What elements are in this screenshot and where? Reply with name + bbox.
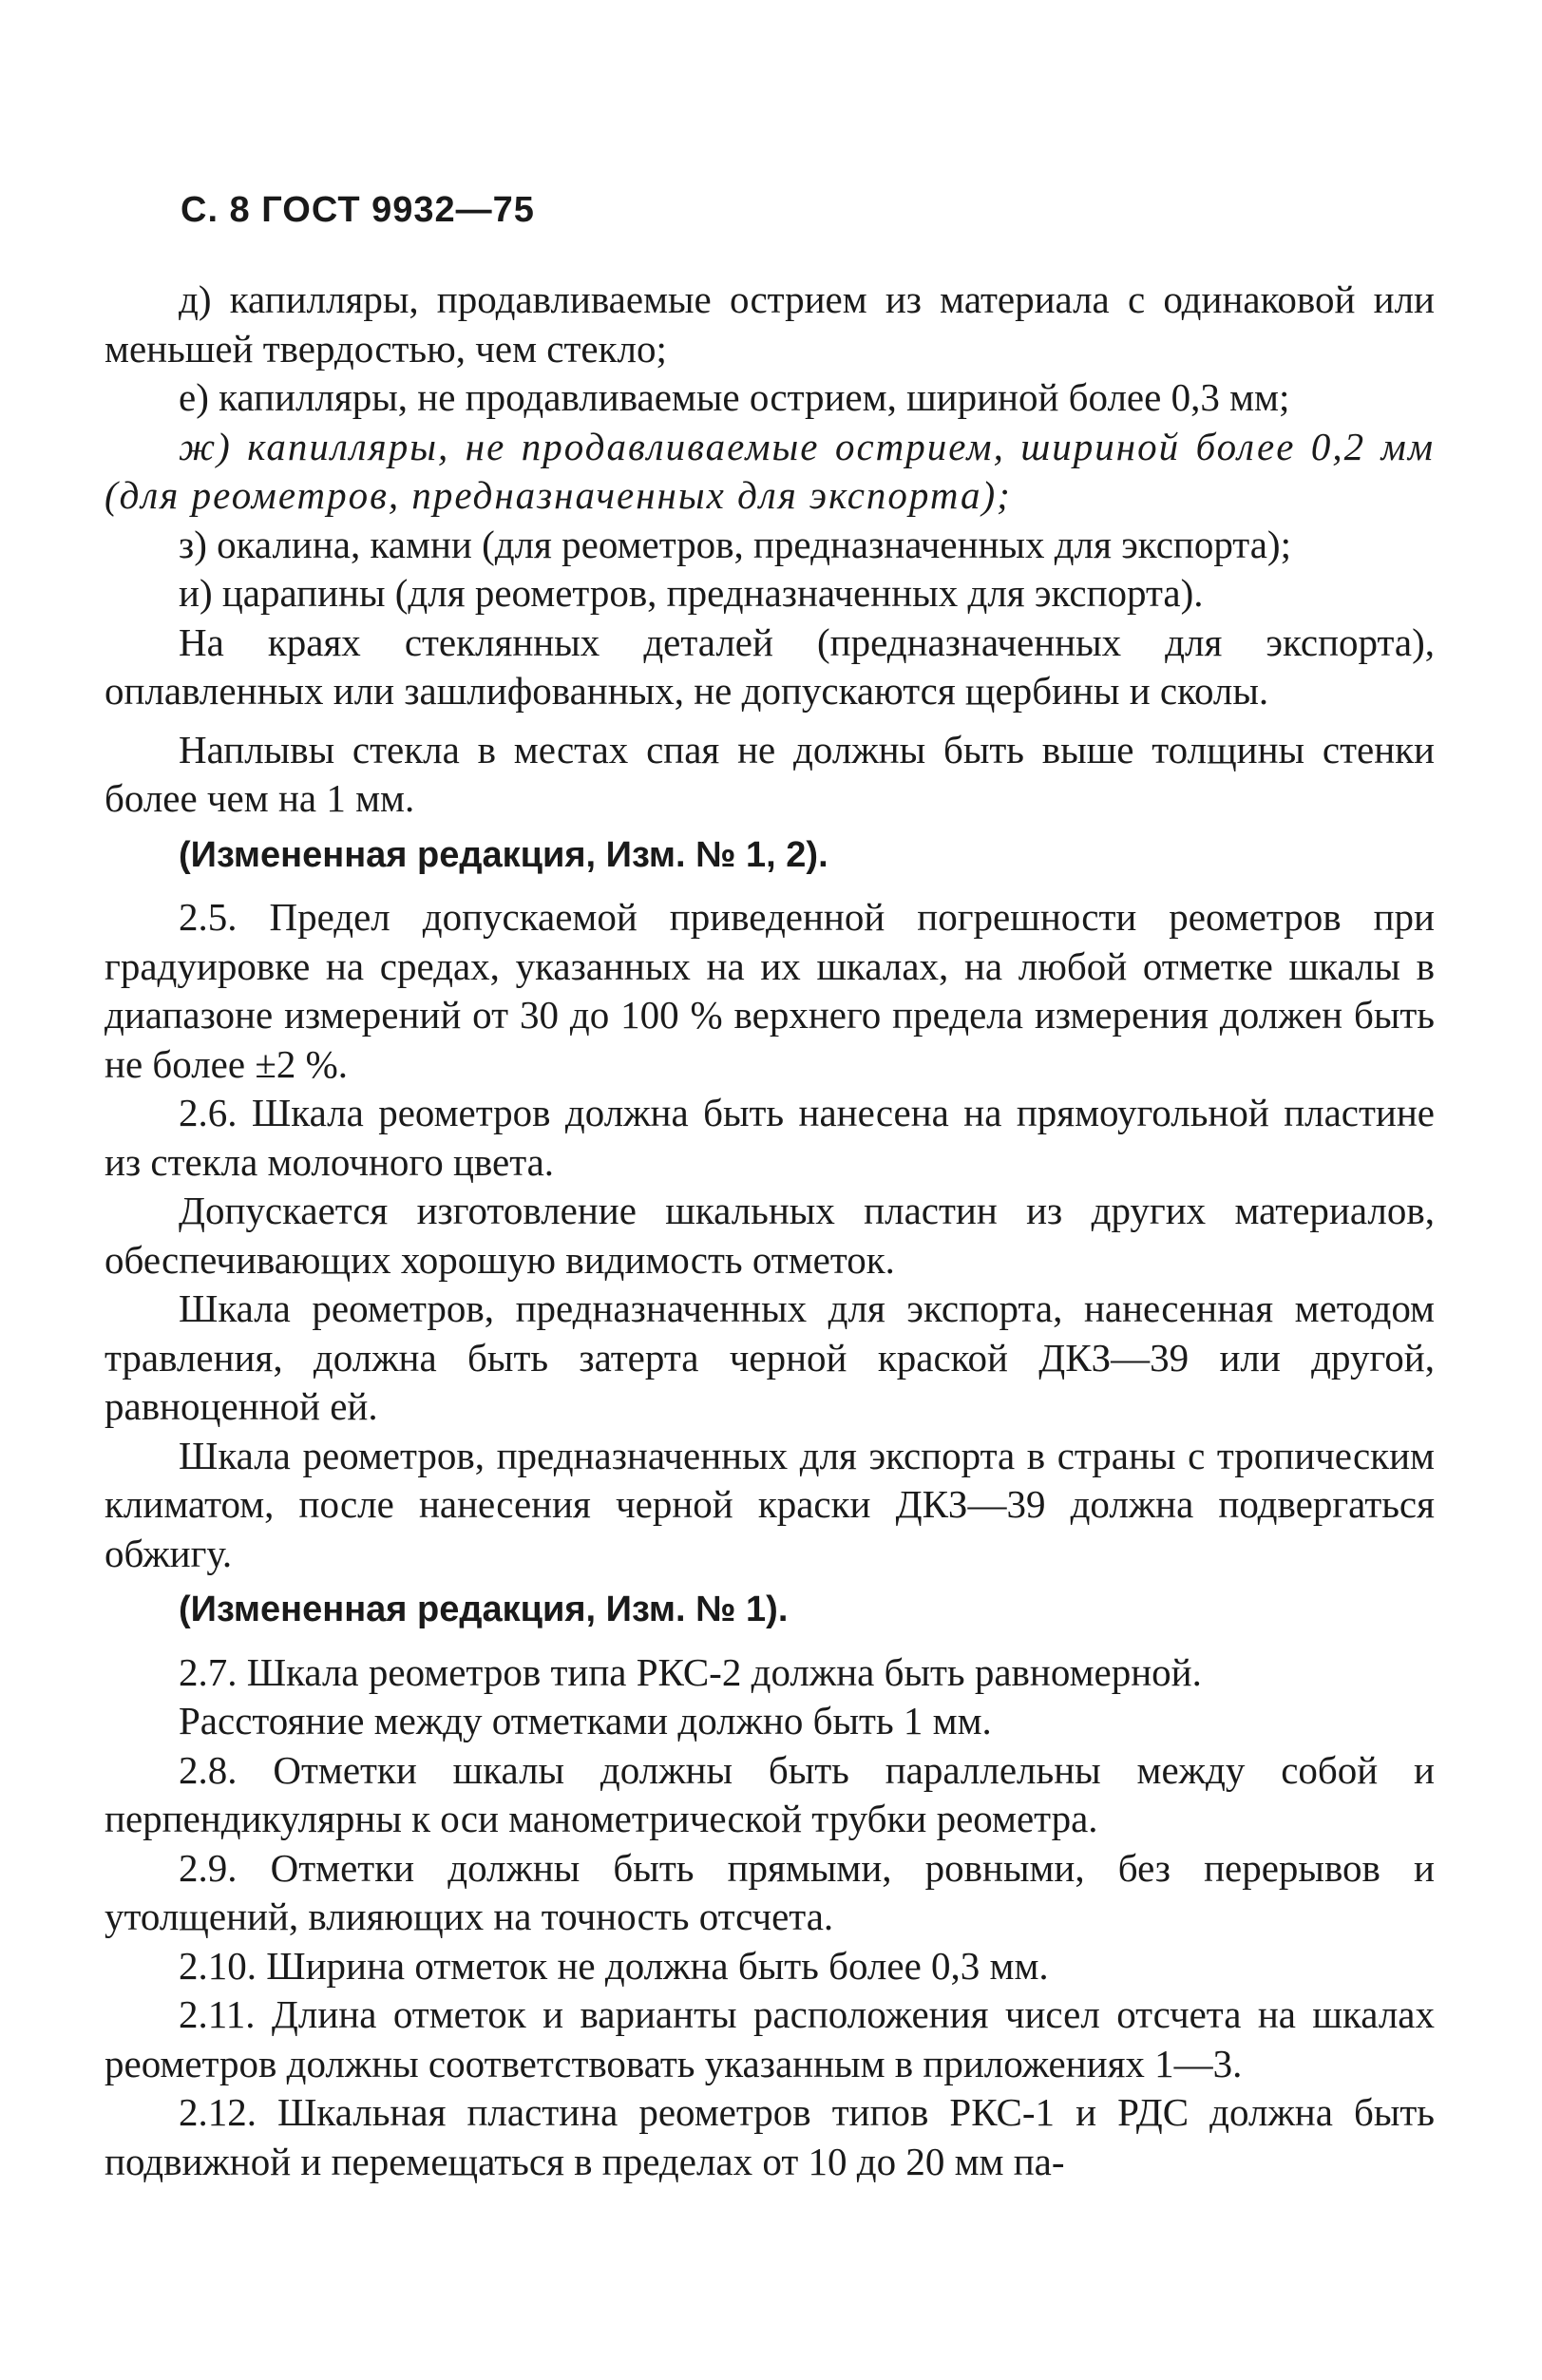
paragraph-2-5: 2.5. Предел допускаемой приведенной погрешности реометров при градуировке на средах, указанных на их шкалах, на любой отметке шкалы в диапазоне измерений от 30 до 100 % верхнего предела измерения должен быть не более ±2 %. [105,895,1435,1086]
paragraph-2-6: 2.6. Шкала реометров должна быть нанесена на прямоугольной пластине из стекла молочного цвета. [105,1091,1435,1184]
paragraph-d: д) капилляры, продавливаемые острием из материала с одинаковой или меньшей твердостью, чем стекло; [105,277,1435,371]
paragraph-2-11: 2.11. Длина отметок и варианты расположения чисел отсчета на шкалах реометров должны соответствовать указанным в приложениях 1—3. [105,1992,1435,2085]
editorial-note-1: (Измененная редакция, Изм. № 1, 2). [179,834,828,875]
paragraph-tropical: Шкала реометров, предназначенных для экспорта в страны с тропическим климатом, после нанесения черной краски ДКЗ—39 должна подвергаться обжигу. [105,1433,1435,1575]
editorial-note-2: (Измененная редакция, Изм. № 1). [179,1590,789,1629]
paragraph-2-10: 2.10. Ширина отметок не должна быть более 0,3 мм. [179,1943,1049,1988]
paragraph-export-scale: Шкала реометров, предназначенных для экспорта, нанесенная методом травления, должна быть затерта черной краской ДКЗ—39 или другой, равноценной ей. [105,1286,1435,1428]
paragraph-2-9: 2.9. Отметки должны быть прямыми, ровными, без перерывов и утолщений, влияющих на точность отсчета. [105,1845,1435,1938]
paragraph-2-12: 2.12. Шкальная пластина реометров типов РКС-1 и РДС должна быть подвижной и перемещаться в пределах от 10 до 20 мм па- [105,2090,1435,2183]
paragraph-nodules: Наплывы стекла в местах спая не должны быть выше толщины стенки более чем на 1 мм. [105,727,1435,820]
paragraph-2-8: 2.8. Отметки шкалы должны быть параллельны между собой и перпендикулярны к оси манометрической трубки реометра. [105,1747,1435,1840]
paragraph-2-7: 2.7. Шкала реометров типа РКС-2 должна быть равномерной. [179,1649,1202,1694]
page-header: С. 8 ГОСТ 9932—75 [181,190,535,230]
paragraph-zh: ж) капилляры, не продавливаемые острием, шириной более 0,2 мм (для реометров, предназначенных для экспорта); [105,424,1435,517]
paragraph-materials: Допускается изготовление шкальных пластин из других материалов, обеспечивающих хорошую видимость отметок. [105,1189,1435,1282]
paragraph-e: е) капилляры, не продавливаемые острием, шириной более 0,3 мм; [179,375,1290,419]
paragraph-i: и) царапины (для реометров, предназначенных для экспорта). [179,571,1204,615]
paragraph-z: з) окалина, камни (для реометров, предназначенных для экспорта); [179,522,1291,566]
paragraph-distance: Расстояние между отметками должно быть 1 мм. [179,1699,992,1742]
document-body [105,276,1435,2186]
paragraph-edges: На краях стеклянных деталей (предназначенных для экспорта), оплавленных или зашлифованных, не допускаются щербины и сколы. [105,619,1435,713]
